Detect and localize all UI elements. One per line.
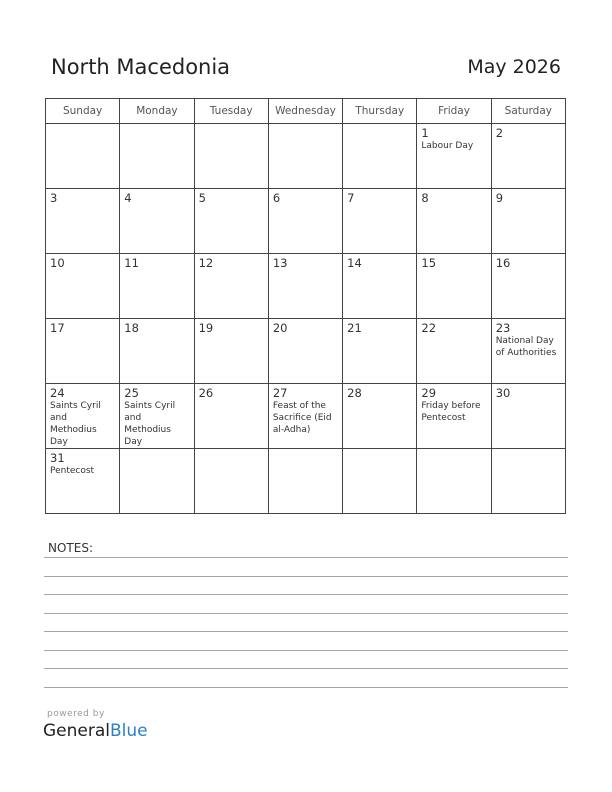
week-row [46, 254, 566, 319]
weekday-monday: Monday [120, 99, 194, 124]
day-number: 16 [495, 256, 511, 270]
day-number: 1 [421, 126, 429, 140]
day-number: 31 [50, 451, 65, 465]
day-number: 21 [347, 321, 362, 335]
day-number: 30 [495, 386, 511, 400]
day-cell [194, 189, 268, 254]
day-number: 22 [421, 321, 437, 335]
day-cell [343, 384, 417, 449]
day-cell [417, 189, 491, 254]
day-cell [120, 189, 194, 254]
day-cell [194, 449, 268, 514]
day-number: 14 [347, 256, 362, 270]
note-line [44, 631, 568, 632]
day-cell [343, 189, 417, 254]
day-cell [268, 384, 342, 449]
day-cell [194, 254, 268, 319]
day-cell [46, 254, 120, 319]
notes-label: NOTES: [48, 541, 93, 555]
day-number: 9 [495, 191, 504, 205]
week-row [46, 449, 566, 514]
day-number: 5 [198, 191, 206, 205]
weekday-thursday: Thursday [343, 99, 417, 124]
holiday-event: Pentecost [50, 466, 95, 476]
day-number: 2 [495, 126, 504, 140]
day-number: 20 [272, 321, 288, 335]
day-cell [120, 124, 194, 189]
note-line [44, 557, 568, 558]
holiday-event: Friday before Pentecost [421, 401, 481, 423]
note-line [44, 687, 568, 688]
day-cell [268, 449, 342, 514]
day-cell [194, 319, 268, 384]
day-number: 27 [272, 386, 288, 400]
day-number: 8 [421, 191, 429, 205]
weekday-tuesday: Tuesday [194, 99, 268, 124]
day-number: 23 [495, 321, 511, 335]
day-cell [268, 189, 342, 254]
day-cell [268, 254, 342, 319]
weekday-friday: Friday [417, 99, 491, 124]
day-cell [120, 384, 194, 449]
note-line [44, 668, 568, 669]
day-cell [491, 254, 565, 319]
day-cell [194, 384, 268, 449]
day-cell [194, 124, 268, 189]
day-cell [120, 319, 194, 384]
day-number: 15 [421, 256, 437, 270]
holiday-event: National Day of Authorities [495, 336, 557, 358]
calendar-country-title: North Macedonia [51, 55, 231, 79]
day-cell [343, 254, 417, 319]
day-number: 10 [50, 256, 65, 270]
day-cell [46, 384, 120, 449]
day-cell [343, 319, 417, 384]
note-line [44, 650, 568, 651]
day-cell [417, 124, 491, 189]
day-number: 3 [50, 191, 58, 205]
day-number: 4 [124, 191, 132, 205]
day-cell [417, 254, 491, 319]
day-cell [46, 124, 120, 189]
day-number: 25 [124, 386, 139, 400]
holiday-event: Feast of the Sacrifice (Eid al-Adha) [272, 401, 332, 435]
day-cell [46, 319, 120, 384]
day-cell [46, 189, 120, 254]
generalblue-logo [43, 721, 148, 741]
day-cell [268, 319, 342, 384]
week-row [46, 384, 566, 449]
day-number: 28 [347, 386, 362, 400]
holiday-event: Saints Cyril and Methodius Day [50, 401, 101, 447]
day-cell [46, 449, 120, 514]
note-line [44, 594, 568, 595]
note-line [44, 613, 568, 614]
day-number: 13 [272, 256, 288, 270]
day-cell [417, 319, 491, 384]
day-cell [417, 384, 491, 449]
holiday-event: Labour Day [421, 141, 474, 151]
day-number: 29 [421, 386, 437, 400]
powered-by-text: powered by [47, 709, 105, 719]
holiday-event: Saints Cyril and Methodius Day [124, 401, 176, 447]
day-cell [491, 384, 565, 449]
weekday-sunday: Sunday [46, 99, 120, 124]
week-row [46, 319, 566, 384]
calendar-grid [45, 98, 566, 514]
week-row [46, 189, 566, 254]
calendar-month-title: May 2026 [467, 56, 561, 78]
day-number: 17 [50, 321, 65, 335]
day-cell [120, 254, 194, 319]
day-number: 12 [198, 256, 214, 270]
day-cell [491, 319, 565, 384]
day-cell [417, 449, 491, 514]
day-number: 6 [272, 191, 281, 205]
day-cell [343, 124, 417, 189]
day-number: 11 [124, 256, 139, 270]
day-number: 19 [198, 321, 214, 335]
day-cell [491, 449, 565, 514]
weekday-saturday: Saturday [491, 99, 565, 124]
day-cell [268, 124, 342, 189]
week-row [46, 124, 566, 189]
day-number: 18 [124, 321, 139, 335]
day-number: 7 [347, 191, 355, 205]
note-line [44, 576, 568, 577]
weekday-header-row [46, 99, 566, 124]
day-number: 26 [198, 386, 214, 400]
day-cell [491, 124, 565, 189]
day-cell [343, 449, 417, 514]
weekday-wednesday: Wednesday [268, 99, 342, 124]
day-number: 24 [50, 386, 65, 400]
brand-blue: Blue [110, 721, 148, 741]
day-cell [120, 449, 194, 514]
brand-general: General [43, 721, 110, 741]
day-cell [491, 189, 565, 254]
